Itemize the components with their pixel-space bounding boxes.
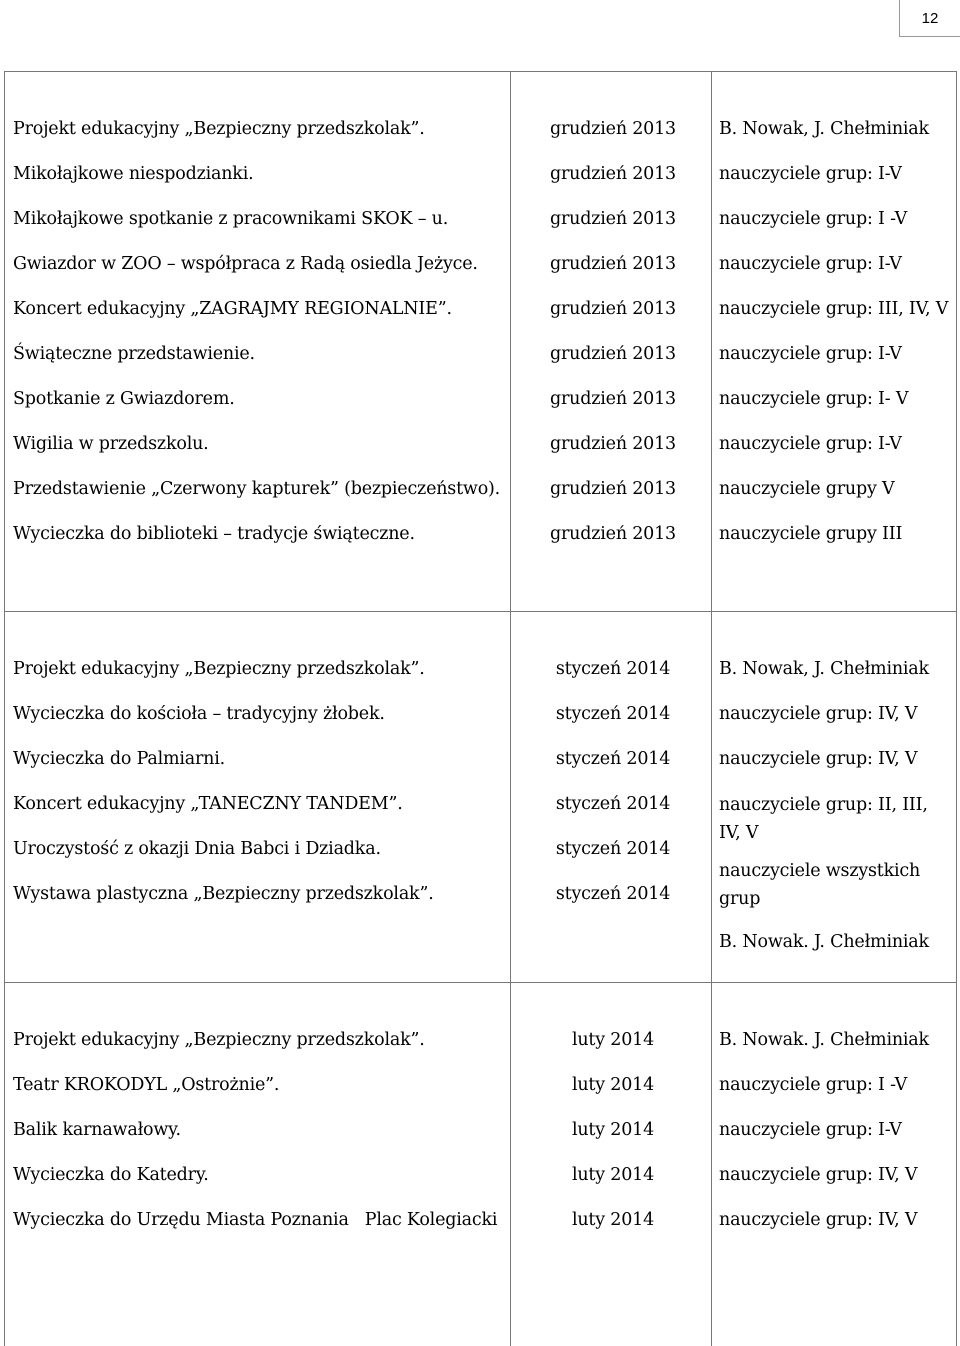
event-item: Gwiazdor w ZOO – współpraca z Radą osiedla Jeżyce. (13, 254, 478, 274)
responsible-person: nauczyciele grupy III (719, 524, 903, 544)
event-item: Mikołajkowe spotkanie z pracownikami SKOK – u. (13, 209, 449, 229)
event-item: Projekt edukacyjny „Bezpieczny przedszkolak”. (13, 119, 425, 139)
event-date: grudzień 2013 (550, 389, 676, 409)
responsible-person: nauczyciele grup: IV, V (719, 1210, 918, 1230)
event-date: luty 2014 (571, 1210, 655, 1230)
events-column (13, 1027, 513, 1252)
responsible-person: nauczyciele grup: I-V (719, 164, 902, 184)
event-item: Koncert edukacyjny „TANECZNY TANDEM”. (13, 794, 403, 814)
event-date: grudzień 2013 (550, 344, 676, 364)
responsible-person: nauczyciele grup: IV, V (719, 1165, 918, 1185)
event-item: Przedstawienie „Czerwony kapturek” (bezpieczeństwo). (13, 479, 501, 499)
event-date: grudzień 2013 (550, 299, 676, 319)
schedule-section-february (4, 982, 957, 1346)
dates-column (513, 116, 713, 566)
event-item: Wycieczka do kościoła – tradycyjny żłobek. (13, 704, 385, 724)
dates-column (513, 1027, 713, 1252)
responsible-person: B. Nowak, J. Chełminiak (719, 659, 929, 679)
event-date: styczeń 2014 (555, 659, 671, 679)
event-date: grudzień 2013 (550, 209, 676, 229)
event-item: Świąteczne przedstawienie. (13, 344, 255, 364)
dates-column (513, 656, 713, 926)
event-item: Wycieczka do biblioteki – tradycje świąteczne. (13, 524, 415, 544)
event-item: Wigilia w przedszkolu. (13, 434, 209, 454)
event-date: styczeń 2014 (555, 704, 671, 724)
event-date: luty 2014 (571, 1030, 655, 1050)
event-date: grudzień 2013 (550, 164, 676, 184)
event-item: Balik karnawałowy. (13, 1120, 181, 1140)
event-item: Wycieczka do Urzędu Miasta Poznania Plac Kolegiacki (13, 1210, 498, 1230)
responsible-person: nauczyciele grup: IV, V (719, 749, 918, 769)
event-date: luty 2014 (571, 1075, 655, 1095)
event-item: Wycieczka do Palmiarni. (13, 749, 226, 769)
responsible-person: nauczyciele grup: I -V (719, 1075, 908, 1095)
event-item: Wycieczka do Katedry. (13, 1165, 209, 1185)
responsible-person: nauczyciele grup: III, IV, V (719, 299, 949, 319)
events-column (13, 656, 513, 926)
event-item: Spotkanie z Gwiazdorem. (13, 389, 235, 409)
event-item: Uroczystość z okazji Dnia Babci i Dziadka. (13, 839, 381, 859)
responsible-person: B. Nowak. J. Chełminiak (719, 1030, 929, 1050)
schedule-section-january (4, 611, 957, 983)
event-date: styczeń 2014 (555, 794, 671, 814)
event-item: Projekt edukacyjny „Bezpieczny przedszkolak”. (13, 659, 425, 679)
schedule-section-december (4, 71, 957, 612)
event-item: Wystawa plastyczna „Bezpieczny przedszkolak”. (13, 884, 434, 904)
responsible-person: B. Nowak, J. Chełminiak (719, 119, 929, 139)
responsible-person: nauczyciele grup: I-V (719, 1120, 902, 1140)
responsible-person: B. Nowak. J. Chełminiak (719, 932, 929, 952)
responsible-person: nauczyciele wszystkich grup (719, 861, 921, 909)
event-item: Teatr KROKODYL „Ostrożnie”. (13, 1075, 280, 1095)
event-date: styczeń 2014 (555, 884, 671, 904)
events-column (13, 116, 513, 566)
event-date: grudzień 2013 (550, 434, 676, 454)
event-date: grudzień 2013 (550, 119, 676, 139)
responsible-person: nauczyciele grup: I -V (719, 209, 908, 229)
responsible-person: nauczyciele grupy V (719, 479, 895, 499)
event-date: luty 2014 (571, 1165, 655, 1185)
responsible-person: nauczyciele grup: I-V (719, 434, 902, 454)
event-item: Koncert edukacyjny „ZAGRAJMY REGIONALNIE”. (13, 299, 452, 319)
event-date: grudzień 2013 (550, 254, 676, 274)
responsible-person: nauczyciele grup: II, III, IV, V (719, 795, 928, 843)
event-item: Mikołajkowe niespodzianki. (13, 164, 254, 184)
event-item: Projekt edukacyjny „Bezpieczny przedszkolak”. (13, 1030, 425, 1050)
responsible-person: nauczyciele grup: IV, V (719, 704, 918, 724)
event-date: styczeń 2014 (555, 839, 671, 859)
responsible-person: nauczyciele grup: I-V (719, 254, 902, 274)
responsible-column (719, 116, 954, 566)
event-date: luty 2014 (571, 1120, 655, 1140)
responsible-column (719, 656, 934, 974)
page-number: 12 (899, 0, 960, 37)
event-date: grudzień 2013 (550, 479, 676, 499)
responsible-column (719, 1027, 954, 1252)
responsible-person: nauczyciele grup: I- V (719, 389, 909, 409)
responsible-person: nauczyciele grup: I-V (719, 344, 902, 364)
event-date: styczeń 2014 (555, 749, 671, 769)
event-date: grudzień 2013 (550, 524, 676, 544)
